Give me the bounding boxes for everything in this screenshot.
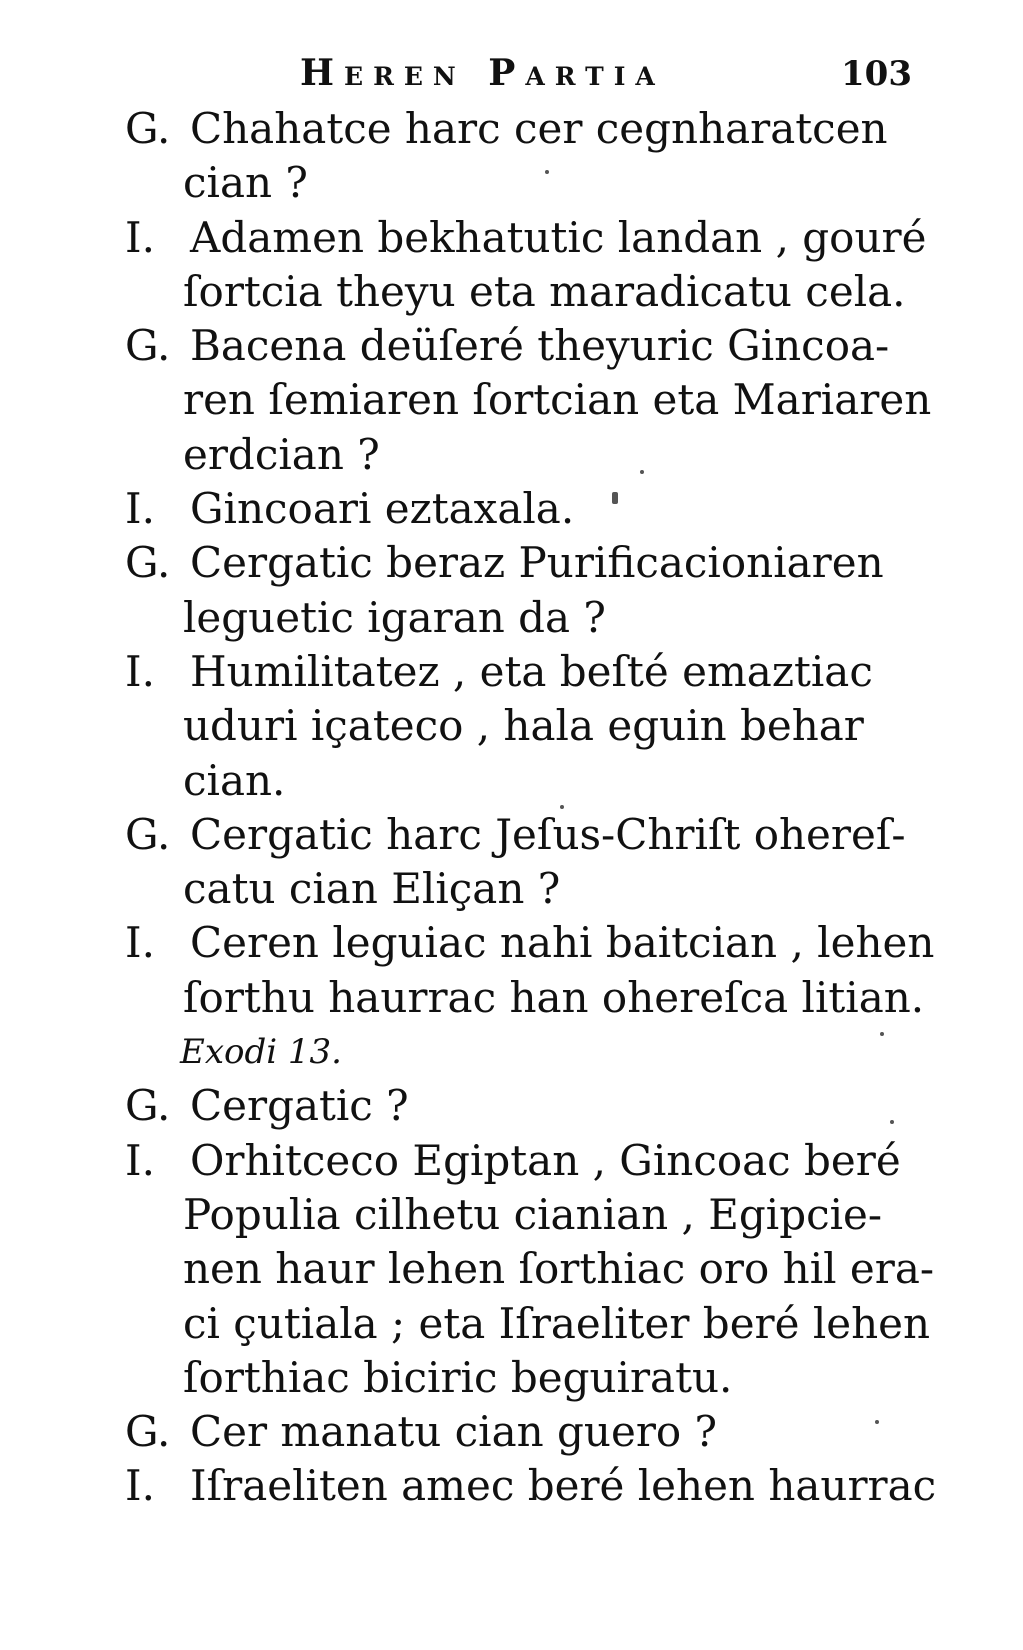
print-speck [640,470,644,474]
speaker-marker: G. [125,321,171,371]
page-number: 103 [841,54,912,94]
text-line [125,808,925,862]
line-text: Exodi 13. [180,1032,342,1073]
text-line [125,862,925,916]
line-text: cian. [183,755,286,805]
line-text: ci çutiala ; eta Iſraeliter beré lehen [183,1298,931,1348]
line-text: Orhitceco Egiptan , Gincoac beré [190,1135,901,1185]
text-line [125,699,925,753]
line-text: Gincoari eztaxala. [190,484,575,534]
speaker-marker: G. [125,538,171,588]
text-line [125,1188,925,1242]
print-speck [890,1120,894,1124]
line-text: erdcian ? [183,429,380,479]
text-line [125,265,925,319]
line-text: ren ſemiaren ſortcian eta Mariaren [183,375,932,425]
line-text: cian ? [183,158,308,208]
text-line [125,1079,925,1133]
line-text: ſorthiac biciric beguiratu. [183,1352,733,1402]
speaker-marker: I. [125,646,155,696]
speaker-marker: I. [125,212,155,262]
text-line [125,591,925,645]
line-text: leguetic igaran da ? [183,592,606,642]
text-line [125,373,932,427]
text-line [125,1025,925,1079]
line-text: Populia cilhetu cianian , Egipcie- [183,1189,883,1239]
text-line [125,1134,925,1188]
running-title: Heren Partia [300,52,665,94]
text-line [125,319,925,373]
line-text: Adamen bekhatutic landan , gouré [190,212,927,262]
text-line [125,536,925,590]
speaker-marker: G. [125,104,171,153]
line-text: Chahatce harc cer cegnharatcen [190,104,888,153]
text-line [125,1297,931,1351]
speaker-marker: I. [125,1461,155,1511]
line-text: ſorthu haurrac han ohereſca litian. [183,972,925,1022]
speaker-marker: I. [125,918,155,968]
print-speck [560,805,564,809]
line-text: Cer manatu cian guero ? [190,1407,718,1457]
text-line [125,645,925,699]
speaker-marker: G. [125,809,171,859]
text-line [125,428,925,482]
text-line [125,754,925,808]
speaker-marker: I. [125,484,155,534]
print-speck [880,1032,884,1036]
line-text: Bacena deüſeré theyuric Gincoa- [190,321,890,371]
text-line [125,156,925,210]
text-line [125,971,925,1025]
speaker-marker: G. [125,1407,171,1457]
speaker-marker: G. [125,1081,171,1131]
text-line [125,916,935,970]
print-speck [612,492,618,504]
line-text: nen haur lehen ſorthiac oro hil era- [183,1244,935,1294]
line-text: Cergatic beraz Purificacioniaren [190,538,884,588]
line-text: Ceren leguiac nahi baitcian , lehen [190,918,935,968]
text-line [125,211,925,265]
text-line [125,1351,925,1405]
line-text: Iſraeliten amec beré lehen haurrac [190,1461,937,1511]
line-text: catu cian Eliçan ? [183,864,561,914]
catechism-text [125,102,937,1514]
print-speck [875,1420,879,1424]
text-line [125,1405,925,1459]
line-text: Cergatic harc Jeſus-Chriſt ohereſ- [190,809,906,859]
text-line [125,1242,935,1296]
print-speck [545,170,549,174]
speaker-marker: I. [125,1135,155,1185]
line-text: Cergatic ? [190,1081,409,1131]
line-text: uduri içateco , hala eguin behar [183,701,864,751]
text-line [125,1459,937,1513]
line-text: ſortcia theyu eta maradicatu cela. [183,266,906,316]
running-head [300,52,920,102]
text-line [125,102,925,156]
line-text: Humilitatez , eta beſté emaztiac [190,646,873,696]
text-line [125,482,925,536]
